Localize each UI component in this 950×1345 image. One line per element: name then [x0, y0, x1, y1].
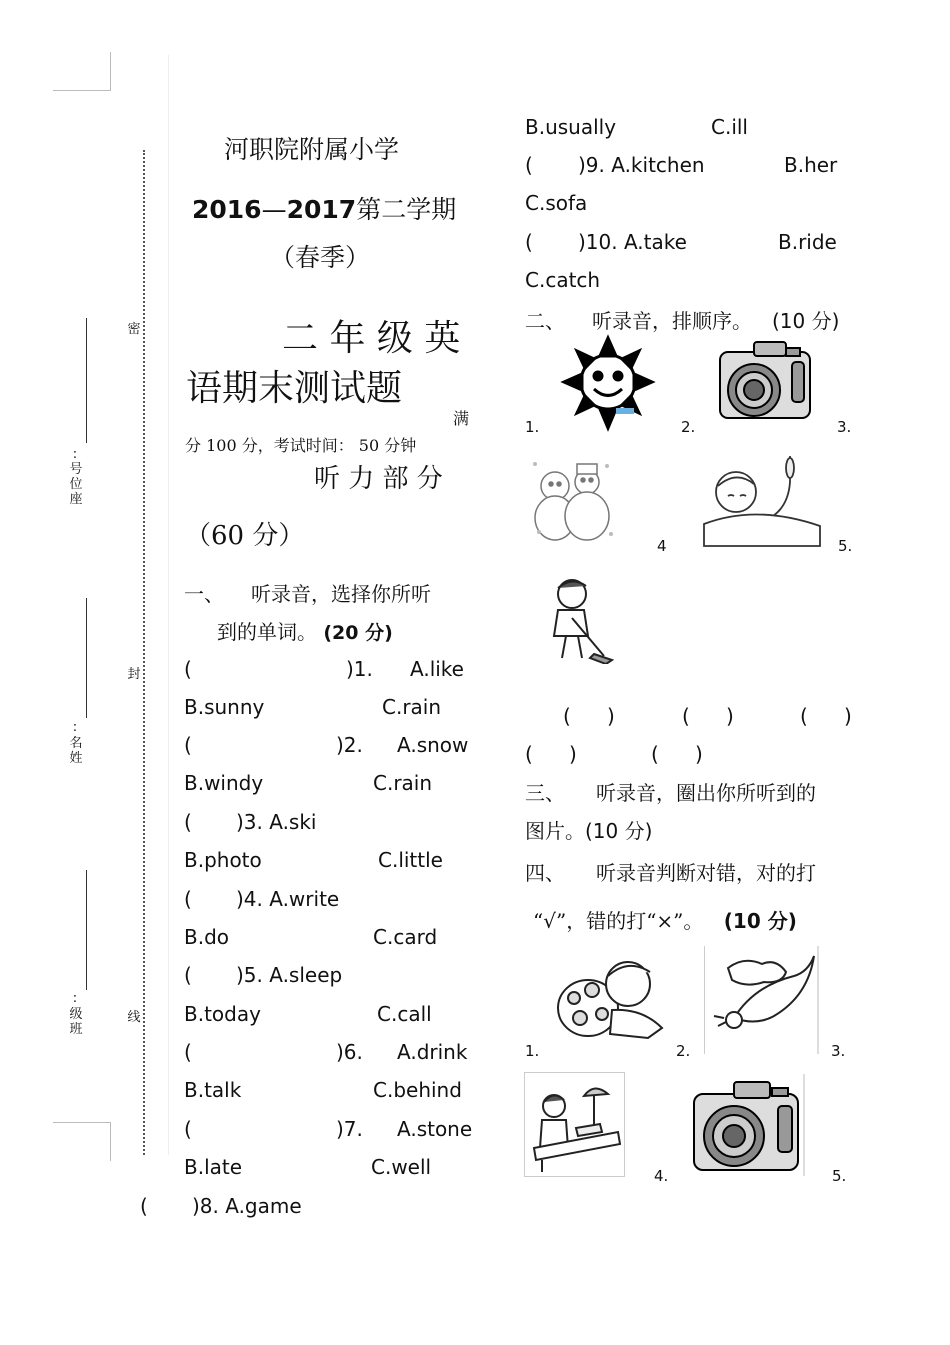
- sleeping-child-picture: [552, 958, 664, 1042]
- exam-title-line1: 二 年 级 英: [282, 318, 461, 359]
- part1-points: (20 分): [323, 622, 393, 644]
- q7-bracket-open: (: [184, 1117, 192, 1141]
- q6-option-b: B.talk: [184, 1078, 242, 1102]
- exam-title-line2: 语期末测试题: [186, 368, 403, 409]
- part4-instr-text: “√”，错的打“×”。: [533, 909, 704, 933]
- part2-num-4: 4: [657, 537, 667, 555]
- name-label: 名姓: [69, 736, 83, 766]
- answer-1-close: ): [607, 704, 615, 728]
- seal-feng: 封: [127, 667, 141, 682]
- q1-bracket-open: (: [184, 657, 192, 681]
- part1-instruction-a: 听录音，选择你所听: [251, 582, 431, 606]
- year-end: 2017: [286, 195, 357, 224]
- listening-section-title: 听 力 部 分: [314, 464, 443, 494]
- q9-number-option-a: )9. A.kitchen: [578, 153, 705, 177]
- q4-bracket-open: (: [184, 887, 192, 911]
- answer-3-open: (: [800, 704, 808, 728]
- school-year: [192, 190, 456, 226]
- part2-num-1: 1.: [525, 418, 540, 436]
- margin-divider: [168, 55, 169, 1155]
- school-name: 河职院附属小学: [224, 135, 400, 164]
- seat-colon: :: [72, 447, 78, 462]
- class-line: [86, 870, 87, 990]
- answer-5-close: ): [695, 742, 703, 766]
- q3-bracket-open: (: [184, 810, 192, 834]
- score-info-a: 满: [453, 409, 470, 428]
- q10-option-b: B.ride: [778, 230, 837, 254]
- q1-number: )1.: [346, 657, 373, 681]
- answer-1-open: (: [563, 704, 571, 728]
- sun-picture: [556, 334, 660, 432]
- name-line: [86, 598, 87, 718]
- q4-option-c: C.card: [373, 925, 438, 949]
- q7-option-b: B.late: [184, 1155, 243, 1179]
- part3-points: (10 分): [585, 819, 653, 843]
- q7-option-a: A.stone: [397, 1117, 473, 1141]
- seal-xian: 线: [127, 1010, 141, 1025]
- part2-label: 二、: [525, 309, 565, 333]
- corner-mark-bottom: [53, 1122, 111, 1161]
- q6-number: )6.: [336, 1040, 363, 1064]
- seal-mi: 密: [127, 322, 141, 337]
- sweeping-child-picture: [532, 574, 614, 664]
- q2-option-b: B.windy: [184, 771, 264, 795]
- q10-option-c: C.catch: [525, 268, 601, 292]
- part3-instruction-b: [525, 815, 652, 844]
- part3-instruction-a: 听录音，圈出你所听到的: [596, 781, 816, 805]
- part2-num-2: 2.: [681, 418, 696, 436]
- part3-instr-text: 图片。: [525, 819, 585, 843]
- q9-option-c: C.sofa: [525, 191, 588, 215]
- q4-number-option-a: )4. A.write: [236, 887, 340, 911]
- part4-label: 四、: [525, 861, 565, 885]
- answer-4-open: (: [525, 742, 533, 766]
- q8-number-option-a: )8. A.game: [192, 1194, 302, 1218]
- q3-number-option-a: )3. A.ski: [236, 810, 317, 834]
- q1-option-b: B.sunny: [184, 695, 265, 719]
- answer-5-open: (: [651, 742, 659, 766]
- part2-instruction: 听录音，排顺序。: [592, 309, 752, 333]
- part4-num-5: 5.: [832, 1167, 847, 1185]
- class-colon: :: [72, 991, 78, 1006]
- q1-option-c: C.rain: [382, 695, 442, 719]
- q3-option-c: C.little: [378, 848, 443, 872]
- camera-picture: [716, 334, 814, 424]
- q6-option-c: C.behind: [373, 1078, 462, 1102]
- q1-option-a: A.like: [410, 657, 464, 681]
- seal-dotted-line: [143, 150, 145, 1155]
- part4-num-3: 3.: [831, 1042, 846, 1060]
- class-label: 级班: [69, 1007, 83, 1037]
- q9-bracket-open: (: [525, 153, 533, 177]
- term: 第二学期: [356, 195, 457, 224]
- camera-picture-2: [690, 1074, 806, 1176]
- answer-2-open: (: [682, 704, 690, 728]
- part3-label: 三、: [525, 781, 565, 805]
- q5-option-b: B.today: [184, 1002, 261, 1026]
- seat-number-line: [86, 318, 87, 443]
- part4-instruction-b: [533, 905, 797, 934]
- answer-3-close: ): [844, 704, 852, 728]
- q5-bracket-open: (: [184, 963, 192, 987]
- q6-bracket-open: (: [184, 1040, 192, 1064]
- part2-points: (10 分): [772, 309, 840, 333]
- q8-option-c: C.ill: [711, 115, 748, 139]
- q3-option-b: B.photo: [184, 848, 262, 872]
- reading-child-picture: [524, 1072, 626, 1178]
- q10-number-option-a: )10. A.take: [578, 230, 687, 254]
- part4-instruction-a: 听录音判断对错，对的打: [596, 861, 816, 885]
- season: （春季）: [270, 243, 371, 272]
- score-info-b: 分 100 分，考试时间： 50 分钟: [185, 436, 417, 455]
- year-dash: —: [261, 195, 287, 224]
- part1-label: 一、: [184, 582, 224, 606]
- q2-option-a: A.snow: [397, 733, 469, 757]
- listening-score: （60 分）: [185, 521, 305, 551]
- part4-num-4: 4.: [654, 1167, 669, 1185]
- q2-bracket-open: (: [184, 733, 192, 757]
- part4-num-1: 1.: [525, 1042, 540, 1060]
- q2-option-c: C.rain: [373, 771, 433, 795]
- answer-2-close: ): [726, 704, 734, 728]
- sick-child-picture: [696, 452, 826, 548]
- snowman-picture: [527, 454, 617, 546]
- q7-number: )7.: [336, 1117, 363, 1141]
- bird-picture: [704, 946, 820, 1054]
- q6-option-a: A.drink: [397, 1040, 468, 1064]
- q8-bracket-open: (: [140, 1194, 148, 1218]
- corner-mark-top: [53, 52, 111, 91]
- q7-option-c: C.well: [371, 1155, 432, 1179]
- q5-option-c: C.call: [377, 1002, 432, 1026]
- q2-number: )2.: [336, 733, 363, 757]
- part2-num-3: 3.: [837, 418, 852, 436]
- part1-instruction-b: [217, 616, 393, 645]
- part2-num-5: 5.: [838, 537, 853, 555]
- year-start: 2016: [192, 195, 262, 224]
- seat-number-label: 号位座: [69, 462, 83, 507]
- q8-option-b: B.usually: [525, 115, 617, 139]
- q10-bracket-open: (: [525, 230, 533, 254]
- answer-4-close: ): [569, 742, 577, 766]
- part4-num-2: 2.: [676, 1042, 691, 1060]
- q4-option-b: B.do: [184, 925, 230, 949]
- q5-number-option-a: )5. A.sleep: [236, 963, 343, 987]
- part1-instr-text: 到的单词。: [217, 620, 317, 644]
- part4-points: (10 分): [723, 909, 797, 933]
- q9-option-b: B.her: [784, 153, 838, 177]
- name-colon: :: [72, 720, 78, 735]
